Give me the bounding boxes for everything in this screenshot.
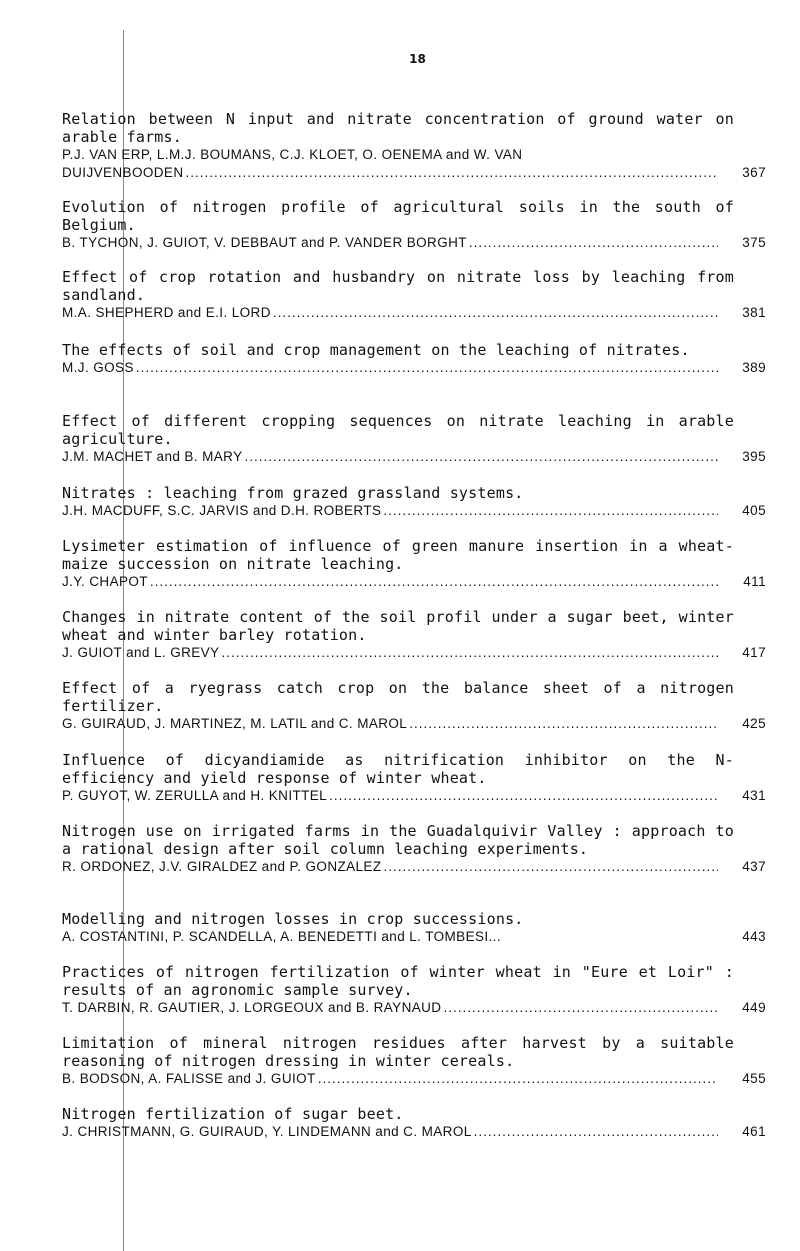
entry-author-row xyxy=(62,715,766,733)
entry-author-row xyxy=(62,644,766,662)
entry-page-number: 443 xyxy=(742,929,766,944)
entry-author-row xyxy=(62,1123,766,1141)
toc-entry xyxy=(62,110,766,182)
entry-page-number: 411 xyxy=(743,574,766,589)
toc-entry xyxy=(62,1034,766,1088)
toc-entry xyxy=(62,608,766,662)
leader-dots xyxy=(409,715,718,733)
entry-title: Nitrogen use on irrigated farms in the Guadalquivir Valley : approach to a rational design after soil column leaching experiments. xyxy=(62,822,734,858)
entry-page-number: 395 xyxy=(742,449,766,464)
entry-authors: M.A. SHEPHERD and E.I. LORD xyxy=(62,305,271,320)
page-number: 18 xyxy=(409,52,426,66)
entry-page-number: 405 xyxy=(742,503,766,518)
entry-page-number: 425 xyxy=(742,716,766,731)
entry-title: Evolution of nitrogen profile of agricultural soils in the south of Belgium. xyxy=(62,198,734,234)
entry-title: Changes in nitrate content of the soil profil under a sugar beet, winter wheat and winter barley rotation. xyxy=(62,608,734,644)
leader-dots xyxy=(383,502,718,520)
toc-entry xyxy=(62,751,766,805)
entry-authors: R. ORDONEZ, J.V. GIRALDEZ and P. GONZALEZ xyxy=(62,859,382,874)
entry-author-row xyxy=(62,502,766,520)
leader-dots xyxy=(469,234,718,252)
toc-entry xyxy=(62,412,766,466)
entry-page-number: 455 xyxy=(742,1071,766,1086)
entry-author-row xyxy=(62,858,766,876)
entry-title: Limitation of mineral nitrogen residues after harvest by a suitable reasoning of nitrogen dressing in winter cereals. xyxy=(62,1034,734,1070)
entry-page-number: 417 xyxy=(742,645,766,660)
toc-entry xyxy=(62,537,766,591)
entry-author-row xyxy=(62,787,766,805)
entry-author-row xyxy=(62,448,766,466)
entry-title: The effects of soil and crop management on the leaching of nitrates. xyxy=(62,341,690,359)
entry-authors: M.J. GOSS xyxy=(62,360,134,375)
entry-page-number: 461 xyxy=(742,1124,766,1139)
leader-dots xyxy=(150,573,718,591)
entry-author-row xyxy=(62,999,766,1017)
entry-title: Lysimeter estimation of influence of green manure insertion in a wheat-maize succession on nitrate leaching. xyxy=(62,537,734,573)
entry-title: Nitrogen fertilization of sugar beet. xyxy=(62,1105,404,1123)
entry-title: Practices of nitrogen fertilization of winter wheat in "Eure et Loir" : results of an agronomic sample survey. xyxy=(62,963,734,999)
entry-page-number: 389 xyxy=(742,360,766,375)
leader-dots xyxy=(245,448,719,466)
leader-dots xyxy=(318,1070,718,1088)
entry-authors: B. BODSON, A. FALISSE and J. GUIOT xyxy=(62,1071,316,1086)
entry-title: Relation between N input and nitrate concentration of ground water on arable farms. xyxy=(62,110,734,146)
entry-authors: J.H. MACDUFF, S.C. JARVIS and D.H. ROBERTS xyxy=(62,503,382,518)
entry-authors: J. CHRISTMANN, G. GUIRAUD, Y. LINDEMANN and C. MAROL xyxy=(62,1124,472,1139)
entry-title: Effect of a ryegrass catch crop on the balance sheet of a nitrogen fertilizer. xyxy=(62,679,734,715)
entry-authors: A. COSTANTINI, P. SCANDELLA, A. BENEDETTI and L. TOMBESI... xyxy=(62,929,501,944)
toc-entry xyxy=(62,484,766,520)
toc-entry xyxy=(62,679,766,733)
entry-page-number: 375 xyxy=(742,235,766,250)
entry-author-row xyxy=(62,234,766,252)
entry-page-number: 437 xyxy=(742,859,766,874)
leader-dots xyxy=(329,787,718,805)
entry-title: Nitrates : leaching from grazed grassland systems. xyxy=(62,484,524,502)
entry-page-number: 367 xyxy=(742,165,766,180)
entry-authors: G. GUIRAUD, J. MARTINEZ, M. LATIL and C. MAROL xyxy=(62,716,408,731)
entry-author-row xyxy=(62,573,766,591)
entry-title: Effect of crop rotation and husbandry on nitrate loss by leaching from sandland. xyxy=(62,268,734,304)
leader-dots xyxy=(185,164,718,182)
entry-authors-line: P.J. VAN ERP, L.M.J. BOUMANS, C.J. KLOET, O. OENEMA and W. VAN xyxy=(62,147,523,162)
toc-entry xyxy=(62,822,766,876)
toc-entry xyxy=(62,341,766,377)
entry-author-row xyxy=(62,928,766,946)
entry-author-row xyxy=(62,164,766,182)
leader-dots xyxy=(474,1123,718,1141)
entry-authors: P. GUYOT, W. ZERULLA and H. KNITTEL xyxy=(62,788,328,803)
toc-entry xyxy=(62,198,766,252)
leader-dots xyxy=(136,359,718,377)
toc-entry xyxy=(62,963,766,1017)
leader-dots xyxy=(221,644,718,662)
entry-authors: J.M. MACHET and B. MARY xyxy=(62,449,243,464)
entry-title: Modelling and nitrogen losses in crop successions. xyxy=(62,910,524,928)
leader-dots xyxy=(383,858,718,876)
entry-author-row xyxy=(62,1070,766,1088)
entry-author-row xyxy=(62,304,766,322)
entry-page-number: 449 xyxy=(742,1000,766,1015)
entry-page-number: 381 xyxy=(742,305,766,320)
entry-page-number: 431 xyxy=(742,788,766,803)
leader-dots xyxy=(273,304,718,322)
toc-entry xyxy=(62,1105,766,1141)
entry-author-row xyxy=(62,359,766,377)
entry-authors: B. TYCHON, J. GUIOT, V. DEBBAUT and P. VANDER BORGHT xyxy=(62,235,467,250)
entry-title: Effect of different cropping sequences on nitrate leaching in arable agriculture. xyxy=(62,412,734,448)
leader-dots xyxy=(443,999,718,1017)
entry-authors: J.Y. CHAPOT xyxy=(62,574,148,589)
toc-entry xyxy=(62,268,766,322)
toc-entry xyxy=(62,910,766,946)
entry-title: Influence of dicyandiamide as nitrification inhibitor on the N-efficiency and yield response of winter wheat. xyxy=(62,751,734,787)
entry-authors: T. DARBIN, R. GAUTIER, J. LORGEOUX and B. RAYNAUD xyxy=(62,1000,442,1015)
entry-authors: J. GUIOT and L. GREVY xyxy=(62,645,220,660)
entry-authors: DUIJVENBOODEN xyxy=(62,165,184,180)
